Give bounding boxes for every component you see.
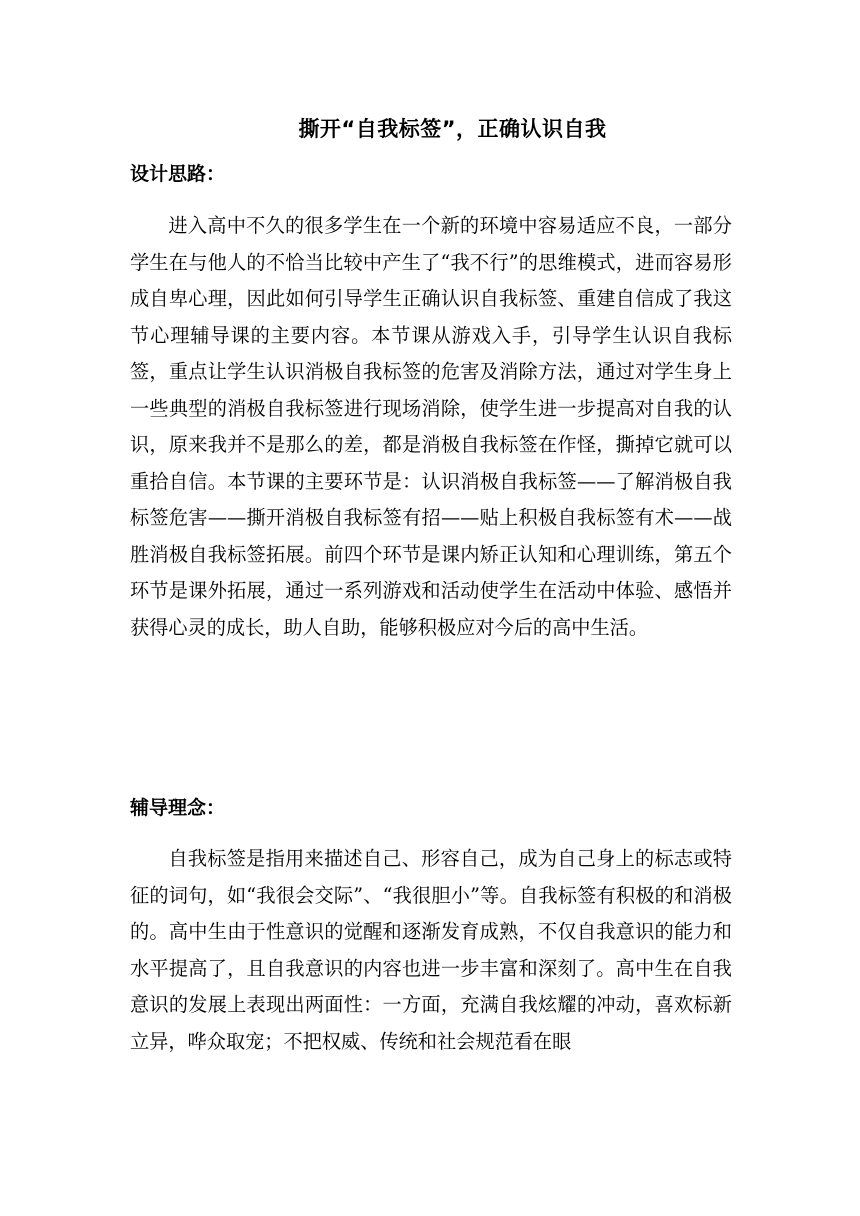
section-heading-counseling-concept: 辅导理念：	[130, 797, 226, 819]
section-heading-design-idea: 设计思路：	[130, 163, 226, 185]
section-paragraph-design-idea: 进入高中不久的很多学生在一个新的环境中容易适应不良，一部分学生在与他人的不恰当比较中产生了“我不行”的思维模式，进而容易形成自卑心理，因此如何引导学生正确认识自我标签、重建自信成了我这节心理辅导课的主要内容。本节课从游戏入手，引导学生认识自我标签，重点让学生认识消极自我标签的危害及消除方法，通过对学生身上一些典型的消极自我标签进行现场消除，使学生进一步提高对自我的认识，原来我并不是那么的差，都是消极自我标签在作怪，撕掉它就可以重拾自信。本节课的主要环节是：认识消极自我标签——了解消极自我标签危害——撕开消极自我标签有招——贴上积极自我标签有术——战胜消极自我标签拓展。前四个环节是课内矫正认知和心理训练，第五个环节是课外拓展，通过一系列游戏和活动使学生在活动中体验、感悟并获得心灵的成长，助人自助，能够积极应对今后的高中生活。	[130, 214, 732, 639]
section-paragraph-counseling-concept: 自我标签是指用来描述自己、形容自己，成为自己身上的标志或特征的词句，如“我很会交际”、“我很胆小”等。自我标签有积极的和消极的。高中生由于性意识的觉醒和逐渐发育成熟，不仅自我意识的能力和水平提高了，且自我意识的内容也进一步丰富和深刻了。高中生在自我意识的发展上表现出两面性：一方面，充满自我炫耀的冲动，喜欢标新立异，哗众取宠；不把权威、传统和社会规范看在眼	[130, 847, 732, 1053]
document-title: 撕开“自我标签”，正确认识自我	[298, 117, 607, 141]
